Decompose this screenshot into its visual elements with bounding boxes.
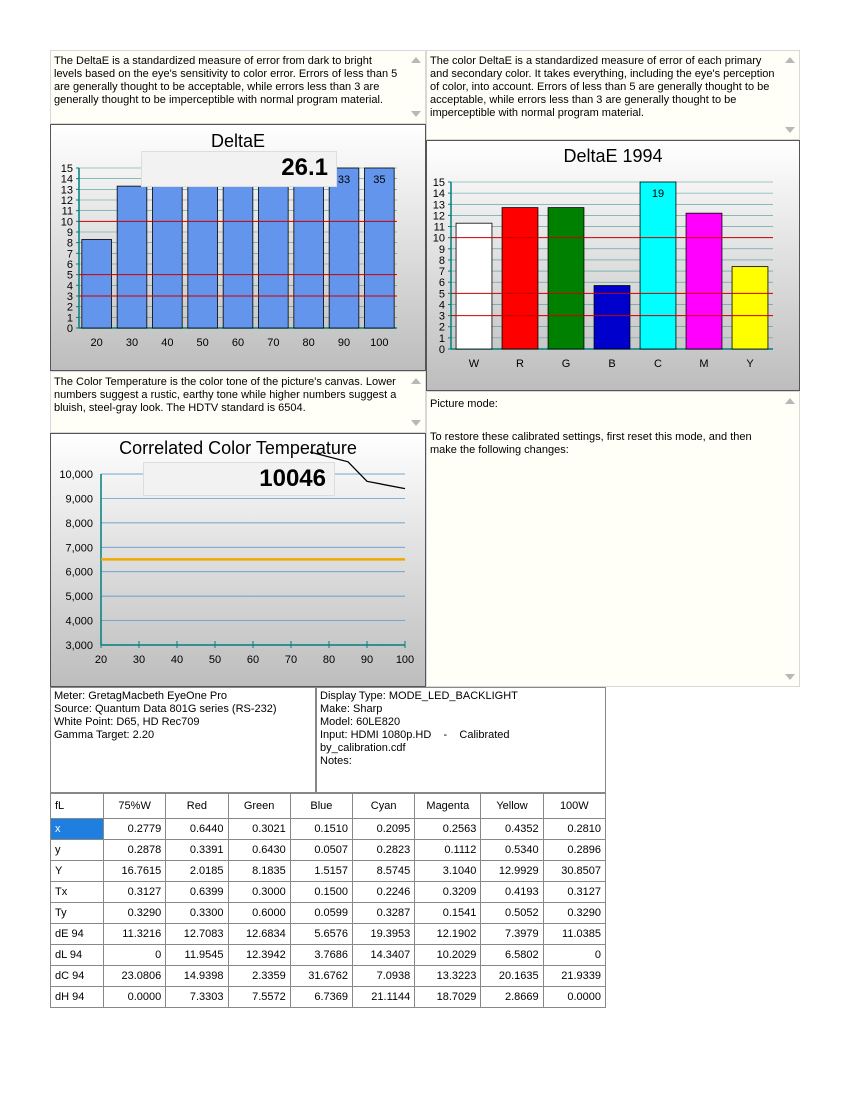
color-temp-description-text: The Color Temperature is the color tone of the picture's canvas. Lower numbers suggest a rustic, earthy tone while higher numbers suggest a bluish, steel-gray look. The HDTV standard is 6504. — [54, 376, 397, 414]
y-tick-label: 14 — [60, 173, 73, 186]
scroll-up-icon[interactable] — [411, 57, 421, 63]
x-tick-label: R — [516, 358, 524, 370]
deltae-chart — [50, 124, 426, 371]
scroll-down-icon[interactable] — [411, 420, 421, 426]
y-tick-label: 6,000 — [65, 566, 93, 579]
table-cell[interactable]: 0.4352 — [481, 819, 543, 840]
y-tick-label: 14 — [432, 188, 445, 201]
table-cell[interactable]: 12.1902 — [415, 924, 481, 945]
y-tick-label: 5 — [66, 269, 73, 282]
table-cell[interactable]: 2.3359 — [228, 966, 290, 987]
table-cell[interactable]: 0.1510 — [290, 819, 352, 840]
table-cell[interactable]: 19.3953 — [353, 924, 415, 945]
bar — [152, 168, 182, 328]
column-header: Red — [166, 794, 228, 819]
table-cell[interactable]: 0.6000 — [228, 903, 290, 924]
x-tick-label: M — [699, 358, 709, 370]
y-tick-label: 3 — [66, 291, 73, 303]
row-label[interactable]: y — [51, 840, 104, 861]
x-tick-label: 20 — [90, 337, 103, 349]
y-tick-label: 8 — [66, 237, 73, 250]
bar — [456, 223, 492, 349]
bar — [117, 186, 147, 328]
x-tick-label: 90 — [337, 337, 351, 349]
table-cell[interactable]: 6.5802 — [481, 945, 543, 966]
table-cell[interactable]: 0.1112 — [415, 840, 481, 861]
deltae-1994-chart-plot — [427, 141, 801, 392]
table-cell[interactable]: 16.7615 — [104, 861, 166, 882]
table-cell[interactable]: 21.1144 — [353, 987, 415, 1008]
x-tick-label: 90 — [360, 654, 374, 666]
picture-mode-label: Picture mode: — [430, 398, 498, 410]
table-row[interactable] — [51, 903, 606, 924]
x-tick-label: C — [654, 358, 662, 370]
table-cell[interactable]: 2.8669 — [481, 987, 543, 1008]
bar — [329, 168, 359, 328]
row-label[interactable]: dE 94 — [51, 924, 104, 945]
x-tick-label: 80 — [302, 337, 315, 349]
table-cell[interactable]: 0.1500 — [290, 882, 352, 903]
table-row[interactable] — [51, 945, 606, 966]
table-cell[interactable]: 0.0599 — [290, 903, 352, 924]
table-cell[interactable]: 0.2823 — [353, 840, 415, 861]
deltae-average-value: 26.1 — [141, 151, 337, 187]
table-cell[interactable]: 0.3391 — [166, 840, 228, 861]
meter-info — [50, 687, 316, 793]
x-tick-label: 20 — [94, 654, 108, 666]
bar-value-label: 33 — [337, 174, 351, 186]
scroll-up-icon[interactable] — [411, 378, 421, 384]
y-tick-label: 10 — [60, 216, 73, 229]
table-cell[interactable]: 0.3000 — [228, 882, 290, 903]
table-cell[interactable]: 14.3407 — [353, 945, 415, 966]
x-tick-label: 100 — [370, 337, 389, 349]
table-cell[interactable]: 0.6440 — [166, 819, 228, 840]
scroll-down-icon[interactable] — [411, 111, 421, 117]
bar — [732, 267, 768, 349]
table-cell[interactable]: 7.0938 — [353, 966, 415, 987]
deltae-1994-chart — [426, 140, 800, 391]
y-tick-label: 8 — [438, 254, 445, 267]
y-tick-label: 7,000 — [65, 542, 93, 555]
y-tick-label: 4 — [438, 299, 445, 312]
table-cell[interactable]: 0.3290 — [104, 903, 166, 924]
table-row[interactable] — [51, 924, 606, 945]
table-cell[interactable]: 3.1040 — [415, 861, 481, 882]
table-cell[interactable]: 0.2246 — [353, 882, 415, 903]
make-line: Make: Sharp — [320, 703, 383, 715]
table-row[interactable] — [51, 987, 606, 1008]
table-cell[interactable]: 7.3979 — [481, 924, 543, 945]
table-corner: fL — [51, 794, 104, 819]
x-tick-label: 80 — [322, 654, 336, 666]
table-cell[interactable]: 0.2563 — [415, 819, 481, 840]
y-tick-label: 9 — [438, 243, 445, 256]
notes-line: Notes: — [320, 755, 352, 767]
table-cell[interactable]: 20.1635 — [481, 966, 543, 987]
y-tick-label: 10,000 — [59, 469, 93, 481]
display-type-line: Display Type: MODE_LED_BACKLIGHT — [320, 690, 518, 702]
table-cell[interactable]: 0.3287 — [353, 903, 415, 924]
bar — [294, 168, 324, 328]
color-deltae-description-text: The color DeltaE is a standardized measure of error of each primary and secondary color. It takes everything, including the eye's perception of color, into account. Errors of less than 5 are generally thought to be acceptable, while errors less than 3 are generally thought to be imperceptible with normal program material. — [430, 55, 775, 119]
table-cell[interactable]: 12.9929 — [481, 861, 543, 882]
table-cell[interactable]: 0 — [104, 945, 166, 966]
bar — [594, 286, 630, 349]
gamma-target-line: Gamma Target: 2.20 — [54, 729, 155, 741]
x-tick-label: 40 — [170, 654, 184, 666]
y-tick-label: 15 — [60, 163, 73, 175]
table-cell[interactable]: 0.3290 — [543, 903, 605, 924]
scroll-down-icon[interactable] — [785, 674, 795, 680]
color-temp-description — [50, 371, 426, 433]
model-line: Model: 60LE820 — [320, 716, 401, 728]
x-tick-label: 70 — [284, 654, 298, 666]
y-tick-label: 2 — [66, 301, 73, 314]
cct-average-value: 10046 — [143, 462, 335, 496]
table-row[interactable] — [51, 882, 606, 903]
table-cell[interactable]: 0.3209 — [415, 882, 481, 903]
table-row[interactable] — [51, 819, 606, 840]
y-tick-label: 7 — [66, 248, 73, 261]
table-cell[interactable]: 14.9398 — [166, 966, 228, 987]
column-header: Yellow — [481, 794, 543, 819]
bar — [82, 239, 112, 328]
measurement-table — [50, 793, 606, 1008]
table-cell[interactable]: 0.3127 — [104, 882, 166, 903]
table-cell[interactable]: 8.1835 — [228, 861, 290, 882]
table-cell[interactable]: 31.6762 — [290, 966, 352, 987]
calibration-file-line: by_calibration.cdf — [320, 742, 406, 754]
table-cell[interactable]: 0.4193 — [481, 882, 543, 903]
y-tick-label: 11 — [61, 205, 73, 218]
table-cell[interactable]: 13.3223 — [415, 966, 481, 987]
x-tick-label: G — [561, 358, 571, 370]
table-cell[interactable]: 21.9339 — [543, 966, 605, 987]
table-cell[interactable]: 1.5157 — [290, 861, 352, 882]
table-cell[interactable]: 0 — [543, 945, 605, 966]
table-cell[interactable]: 6.7369 — [290, 987, 352, 1008]
restore-instructions: To restore these calibrated settings, first reset this mode, and then make the following changes: — [430, 431, 752, 456]
deltae-description — [50, 50, 426, 124]
display-info — [316, 687, 606, 793]
y-tick-label: 13 — [60, 184, 73, 197]
cct-chart-title: Correlated Color Temperature — [119, 438, 357, 458]
table-cell[interactable]: 12.7083 — [166, 924, 228, 945]
table-row[interactable] — [51, 840, 606, 861]
table-cell[interactable]: 0.1541 — [415, 903, 481, 924]
table-cell[interactable]: 11.3216 — [104, 924, 166, 945]
row-label[interactable]: Tx — [51, 882, 104, 903]
deltae-description-text: The DeltaE is a standardized measure of error from dark to bright levels based on the eye's sensitivity to color error. Errors of less than 5 are generally thought to be acceptable, while errors less than 3 are generally thought to be imperceptible with normal program material. — [54, 55, 398, 106]
x-tick-label: 30 — [125, 337, 139, 349]
x-tick-label: B — [608, 358, 616, 370]
y-tick-label: 15 — [432, 177, 445, 189]
column-header: Magenta — [415, 794, 481, 819]
table-cell[interactable]: 0.3127 — [543, 882, 605, 903]
bar — [223, 168, 253, 328]
bar — [640, 182, 676, 349]
bar — [188, 168, 218, 328]
table-cell[interactable]: 0.0000 — [543, 987, 605, 1008]
row-label[interactable]: dC 94 — [51, 966, 104, 987]
table-cell[interactable]: 8.5745 — [353, 861, 415, 882]
column-header: Cyan — [353, 794, 415, 819]
table-cell[interactable]: 0.2878 — [104, 840, 166, 861]
input-line: Input: HDMI 1080p.HD - Calibrated — [320, 729, 510, 741]
table-cell[interactable]: 7.3303 — [166, 987, 228, 1008]
cct-chart — [50, 433, 426, 687]
scroll-up-icon[interactable] — [785, 398, 795, 404]
x-tick-label: 50 — [196, 337, 209, 349]
table-row[interactable] — [51, 861, 606, 882]
y-tick-label: 6 — [66, 259, 73, 271]
source-line: Source: Quantum Data 801G series (RS-232) — [54, 703, 277, 715]
x-tick-label: 60 — [231, 337, 245, 349]
table-cell[interactable]: 0.0000 — [104, 987, 166, 1008]
y-tick-label: 8,000 — [65, 517, 93, 530]
x-tick-label: 40 — [161, 337, 174, 349]
table-cell[interactable]: 12.3942 — [228, 945, 290, 966]
y-tick-label: 6 — [438, 277, 445, 290]
row-label[interactable]: dL 94 — [51, 945, 104, 966]
x-tick-label: W — [468, 358, 480, 370]
y-tick-label: 13 — [432, 199, 445, 212]
table-cell[interactable]: 0.3300 — [166, 903, 228, 924]
y-tick-label: 9,000 — [65, 493, 93, 506]
bar — [364, 168, 394, 328]
color-deltae-description — [426, 50, 800, 140]
table-row[interactable] — [51, 966, 606, 987]
y-tick-label: 12 — [432, 210, 445, 223]
scroll-up-icon[interactable] — [785, 57, 795, 63]
y-tick-label: 10 — [432, 232, 445, 245]
bar — [258, 168, 288, 328]
row-label[interactable]: Ty — [51, 903, 104, 924]
table-cell[interactable]: 0.2779 — [104, 819, 166, 840]
column-header: 100W — [543, 794, 605, 819]
bar — [548, 208, 584, 349]
picture-mode-panel — [426, 391, 800, 687]
x-tick-label: 60 — [246, 654, 260, 666]
bar-value-label: 35 — [373, 174, 386, 186]
scroll-down-icon[interactable] — [785, 127, 795, 133]
y-tick-label: 1 — [66, 312, 73, 325]
y-tick-label: 5,000 — [65, 591, 93, 604]
table-cell[interactable]: 0.6399 — [166, 882, 228, 903]
table-cell[interactable]: 0.5052 — [481, 903, 543, 924]
y-tick-label: 4 — [66, 280, 73, 293]
table-cell[interactable]: 12.6834 — [228, 924, 290, 945]
row-label[interactable]: dH 94 — [51, 987, 104, 1008]
table-cell[interactable]: 11.0385 — [543, 924, 605, 945]
meter-line: Meter: GretagMacbeth EyeOne Pro — [54, 690, 228, 702]
x-tick-label: Y — [746, 358, 754, 370]
column-header: 75%W — [104, 794, 166, 819]
x-tick-label: 50 — [208, 654, 222, 666]
table-header-row — [51, 794, 606, 819]
y-tick-label: 2 — [438, 321, 445, 334]
table-cell[interactable]: 10.2029 — [415, 945, 481, 966]
bar-value-label: 19 — [651, 188, 665, 200]
x-tick-label: 70 — [267, 337, 280, 349]
x-tick-label: 100 — [395, 654, 415, 666]
table-cell[interactable]: 0.2896 — [543, 840, 605, 861]
y-tick-label: 11 — [433, 221, 445, 234]
x-tick-label: 30 — [132, 654, 146, 666]
white-point-line: White Point: D65, HD Rec709 — [54, 716, 200, 728]
table-cell[interactable]: 0.2095 — [353, 819, 415, 840]
y-tick-label: 4,000 — [65, 615, 93, 628]
table-cell[interactable]: 23.0806 — [104, 966, 166, 987]
table-cell[interactable]: 18.7029 — [415, 987, 481, 1008]
table-cell[interactable]: 0.5340 — [481, 840, 543, 861]
y-tick-label: 3,000 — [65, 640, 93, 652]
y-tick-label: 0 — [66, 323, 73, 335]
table-cell[interactable]: 0.2810 — [543, 819, 605, 840]
deltae-chart-title: DeltaE — [210, 131, 266, 151]
y-tick-label: 0 — [438, 344, 445, 356]
table-cell[interactable]: 11.9545 — [166, 945, 228, 966]
row-label[interactable]: x — [51, 819, 104, 840]
table-cell[interactable]: 2.0185 — [166, 861, 228, 882]
y-tick-label: 7 — [438, 266, 445, 279]
y-tick-label: 1 — [438, 332, 445, 345]
table-cell[interactable]: 0.6430 — [228, 840, 290, 861]
bar — [686, 213, 722, 349]
column-header: Blue — [290, 794, 352, 819]
table-cell[interactable]: 3.7686 — [290, 945, 352, 966]
row-label[interactable]: Y — [51, 861, 104, 882]
column-header: Green — [228, 794, 290, 819]
table-cell[interactable]: 0.0507 — [290, 840, 352, 861]
y-tick-label: 3 — [438, 310, 445, 323]
y-tick-label: 9 — [66, 227, 73, 239]
table-cell[interactable]: 7.5572 — [228, 987, 290, 1008]
table-cell[interactable]: 0.3021 — [228, 819, 290, 840]
deltae-1994-chart-title: DeltaE 1994 — [563, 146, 663, 166]
y-tick-label: 12 — [60, 195, 73, 207]
y-tick-label: 5 — [438, 288, 445, 301]
bar — [502, 208, 538, 349]
table-cell[interactable]: 5.6576 — [290, 924, 352, 945]
table-cell[interactable]: 30.8507 — [543, 861, 605, 882]
